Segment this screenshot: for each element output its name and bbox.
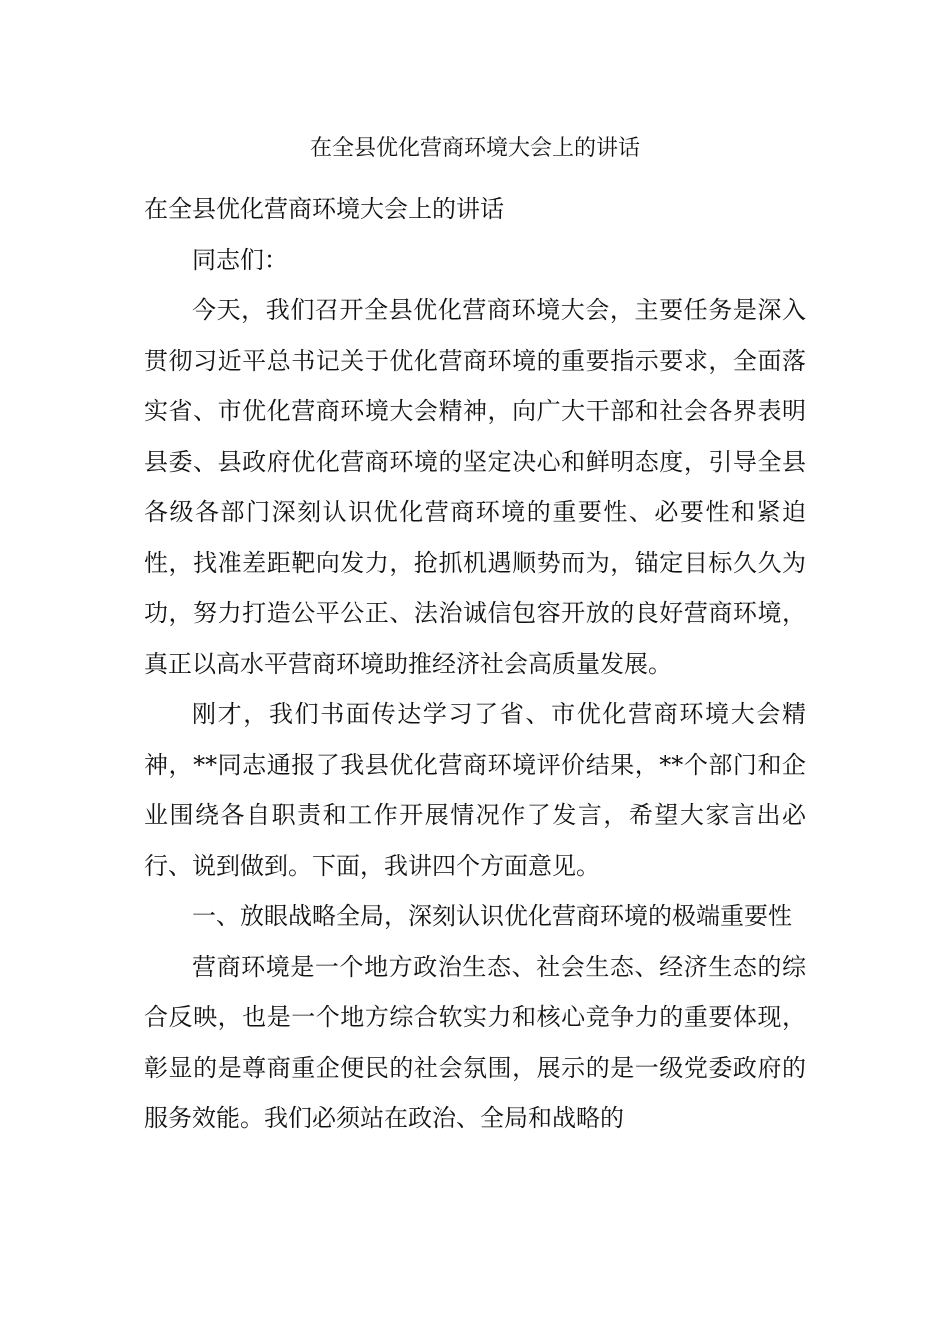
- paragraph-section-1: 营商环境是一个地方政治生态、社会生态、经济生态的综合反映，也是一个地方综合软实力和核心竞争力的重要体现，彰显的是尊商重企便民的社会氛围，展示的是一级党委政府的服务效能。我们必须站在政治、全局和战略的: [144, 952, 806, 1132]
- document-title: 在全县优化营商环境大会上的讲话: [309, 136, 640, 161]
- paragraph-recap: 刚才，我们书面传达学习了省、市优化营商环境大会精神，**同志通报了我县优化营商环境评价结果，**个部门和企业围绕各自职责和工作开展情况作了发言，希望大家言出必行、说到做到。下面，我讲四个方面意见。: [144, 700, 806, 880]
- salutation: 同志们：: [192, 245, 288, 274]
- document-subtitle: 在全县优化营商环境大会上的讲话: [144, 195, 504, 223]
- section-heading-1: 一、放眼战略全局，深刻认识优化营商环境的极端重要性: [192, 902, 792, 930]
- paragraph-intro: 今天，我们召开全县优化营商环境大会，主要任务是深入贯彻习近平总书记关于优化营商环境的重要指示要求，全面落实省、市优化营商环境大会精神，向广大干部和社会各界表明县委、县政府优化营商环境的坚定决心和鲜明态度，引导全县各级各部门深刻认识优化营商环境的重要性、必要性和紧迫性，找准差距靶向发力，抢抓机遇顺势而为，锚定目标久久为功，努力打造公平公正、法治诚信包容开放的良好营商环境，真正以高水平营商环境助推经济社会高质量发展。: [144, 296, 806, 678]
- document-body: [144, 184, 806, 1144]
